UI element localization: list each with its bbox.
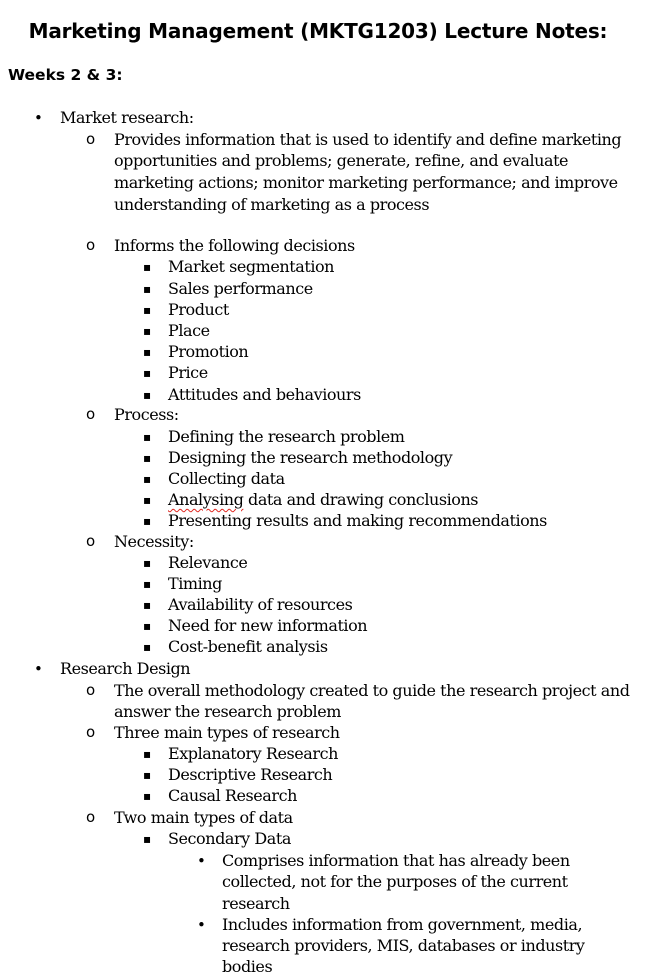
list-item-continuation: opportunities and problems; generate, refine, and evaluate xyxy=(114,151,569,170)
list-item: Research Design xyxy=(60,659,191,678)
bullet-icon: • xyxy=(197,916,206,934)
list-item: Attitudes and behaviours xyxy=(168,385,361,404)
square-bullet-icon: ▪ xyxy=(143,282,152,296)
list-item-continuation: research xyxy=(222,894,290,913)
square-bullet-icon: ▪ xyxy=(143,514,152,528)
list-item: Cost-benefit analysis xyxy=(168,637,328,656)
square-bullet-icon: ▪ xyxy=(143,577,152,591)
circle-bullet-icon: o xyxy=(86,236,96,254)
list-item-continuation: research providers, MIS, databases or industry xyxy=(222,936,585,955)
list-item: Causal Research xyxy=(168,786,297,805)
list-item-continuation: marketing actions; monitor marketing performance; and improve xyxy=(114,173,618,192)
square-bullet-icon: ▪ xyxy=(143,598,152,612)
square-bullet-icon: ▪ xyxy=(143,303,152,317)
list-item: Comprises information that has already been xyxy=(222,851,570,870)
list-item: Three main types of research xyxy=(114,723,340,742)
square-bullet-icon: ▪ xyxy=(143,430,152,444)
circle-bullet-icon: o xyxy=(86,130,96,148)
square-bullet-icon: ▪ xyxy=(143,451,152,465)
circle-bullet-icon: o xyxy=(86,808,96,826)
circle-bullet-icon: o xyxy=(86,405,96,423)
page-title: Marketing Management (MKTG1203) Lecture Notes: xyxy=(28,19,608,43)
list-item: Defining the research problem xyxy=(168,427,405,446)
list-item: Secondary Data xyxy=(168,829,291,848)
circle-bullet-icon: o xyxy=(86,532,96,550)
list-item: Two main types of data xyxy=(114,808,293,827)
square-bullet-icon: ▪ xyxy=(143,260,152,274)
square-bullet-icon: ▪ xyxy=(143,324,152,338)
list-item: Timing xyxy=(168,574,222,593)
bullet-icon: • xyxy=(197,852,206,870)
list-item: Informs the following decisions xyxy=(114,236,355,255)
list-item: Analysing data and drawing conclusions xyxy=(168,490,479,509)
list-item: Market research: xyxy=(60,108,194,127)
list-item: Relevance xyxy=(168,553,248,572)
square-bullet-icon: ▪ xyxy=(143,556,152,570)
circle-bullet-icon: o xyxy=(86,723,96,741)
list-item-continuation: answer the research problem xyxy=(114,702,341,721)
list-item: Place xyxy=(168,321,210,340)
square-bullet-icon: ▪ xyxy=(143,768,152,782)
bullet-icon: • xyxy=(34,660,43,678)
section-heading: Weeks 2 & 3: xyxy=(8,66,123,84)
square-bullet-icon: ▪ xyxy=(143,747,152,761)
square-bullet-icon: ▪ xyxy=(143,366,152,380)
list-item-continuation: understanding of marketing as a process xyxy=(114,195,430,214)
list-item: The overall methodology created to guide the research project and xyxy=(114,681,630,700)
list-item: Need for new information xyxy=(168,616,368,635)
circle-bullet-icon: o xyxy=(86,681,96,699)
list-item-continuation: bodies xyxy=(222,957,273,976)
square-bullet-icon: ▪ xyxy=(143,789,152,803)
list-item: Collecting data xyxy=(168,469,285,488)
list-item: Availability of resources xyxy=(168,595,353,614)
list-item: Sales performance xyxy=(168,279,313,298)
spellcheck-flagged-word[interactable]: Analysing xyxy=(168,490,244,509)
list-item: Process: xyxy=(114,405,179,424)
square-bullet-icon: ▪ xyxy=(143,472,152,486)
list-item: Designing the research methodology xyxy=(168,448,453,467)
list-item: Necessity: xyxy=(114,532,194,551)
list-item: Presenting results and making recommendations xyxy=(168,511,547,530)
list-item: Product xyxy=(168,300,229,319)
list-item: Promotion xyxy=(168,342,249,361)
list-item: Price xyxy=(168,363,208,382)
square-bullet-icon: ▪ xyxy=(143,493,152,507)
list-item: Explanatory Research xyxy=(168,744,338,763)
square-bullet-icon: ▪ xyxy=(143,619,152,633)
square-bullet-icon: ▪ xyxy=(143,388,152,402)
list-item-continuation: collected, not for the purposes of the current xyxy=(222,872,568,891)
bullet-icon: • xyxy=(34,109,43,127)
square-bullet-icon: ▪ xyxy=(143,640,152,654)
square-bullet-icon: ▪ xyxy=(143,832,152,846)
list-item: Provides information that is used to identify and define marketing xyxy=(114,130,622,149)
list-item: Includes information from government, media, xyxy=(222,915,583,934)
square-bullet-icon: ▪ xyxy=(143,345,152,359)
list-item: Descriptive Research xyxy=(168,765,333,784)
list-item: Market segmentation xyxy=(168,257,335,276)
